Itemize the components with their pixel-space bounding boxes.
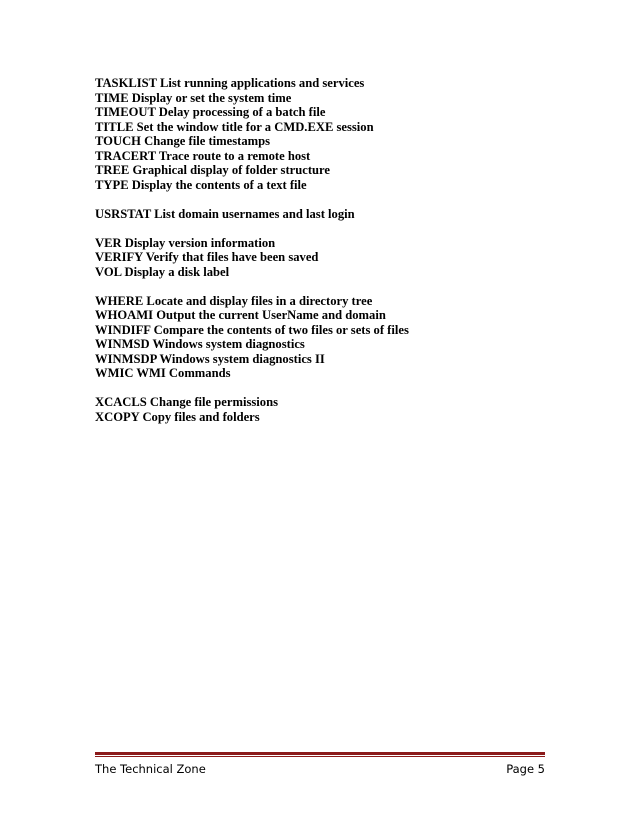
command-line: TITLE Set the window title for a CMD.EXE session	[95, 119, 374, 134]
command-group-t	[95, 76, 555, 192]
command-line: WMIC WMI Commands	[95, 366, 231, 380]
command-line: WHOAMI Output the current UserName and domain	[95, 308, 386, 322]
command-line: TOUCH Change file timestamps	[95, 134, 271, 148]
command-line: USRSTAT List domain usernames and last login	[95, 206, 355, 221]
command-line: VOL Display a disk label	[95, 264, 230, 279]
command-line: XCACLS Change file permissions	[95, 395, 278, 409]
footer-title: The Technical Zone	[95, 762, 206, 776]
command-group-w	[95, 294, 555, 381]
command-group-x	[95, 395, 555, 424]
command-line: TREE Graphical display of folder structure	[95, 163, 330, 177]
command-line: TIMEOUT Delay processing of a batch file	[95, 105, 326, 119]
command-group-v	[95, 236, 555, 280]
command-line: VER Display version information	[95, 235, 276, 250]
footer-rule	[95, 752, 545, 755]
command-line: TASKLIST List running applications and services	[95, 76, 365, 90]
command-line: WINMSDP Windows system diagnostics II	[95, 351, 325, 366]
command-line: WINMSD Windows system diagnostics	[95, 337, 305, 351]
page-number: Page 5	[506, 762, 545, 776]
command-line: TIME Display or set the system time	[95, 90, 292, 105]
command-line: TRACERT Trace route to a remote host	[95, 148, 311, 163]
command-line: WINDIFF Compare the contents of two files or sets of files	[95, 322, 409, 337]
command-group-u	[95, 207, 555, 222]
command-line: TYPE Display the contents of a text file	[95, 177, 307, 192]
command-list	[95, 76, 555, 439]
footer-rule-thin	[95, 756, 545, 757]
command-line: XCOPY Copy files and folders	[95, 409, 260, 424]
command-line: VERIFY Verify that files have been saved	[95, 250, 319, 264]
command-line: WHERE Locate and display files in a directory tree	[95, 293, 373, 308]
